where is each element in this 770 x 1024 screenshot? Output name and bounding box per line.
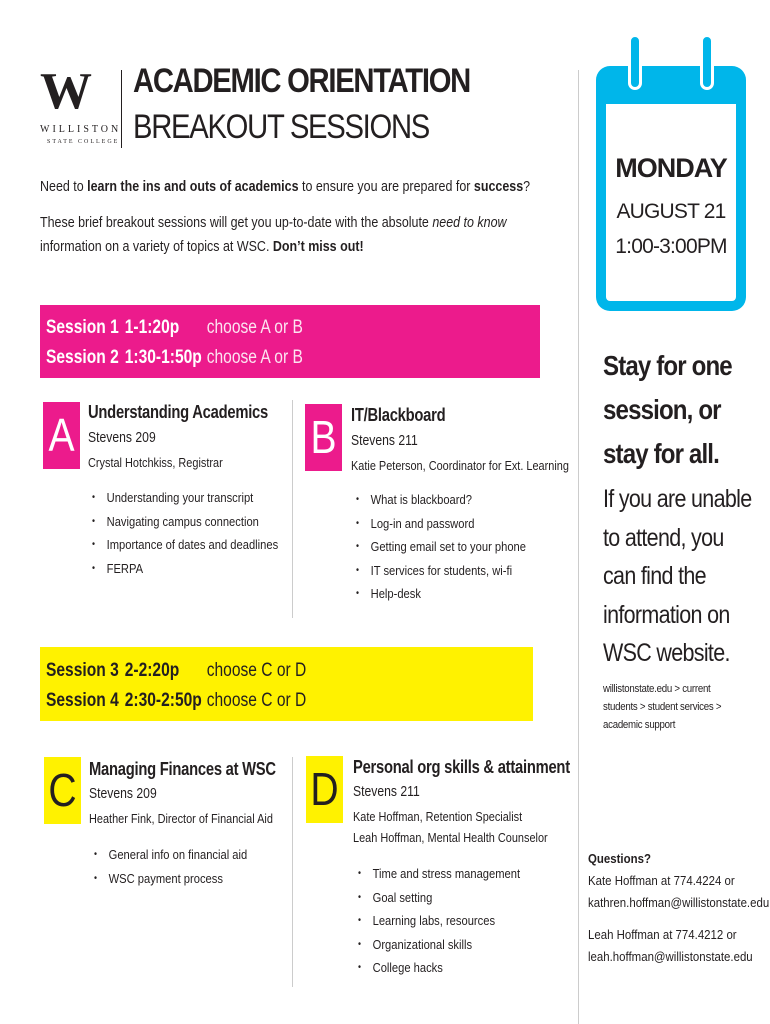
list-item: • Goal setting	[358, 886, 520, 910]
list-item: • IT services for students, wi-fi	[356, 559, 526, 583]
card-d-presenters: Kate Hoffman, Retention Specialist Leah Hoffman, Mental Health Counselor	[353, 809, 548, 845]
card-a-room: Stevens 209	[88, 430, 156, 446]
session-row: Session 3 2-2:20p choose C or D	[46, 660, 307, 681]
card-a-topics	[92, 486, 308, 580]
card-a-letter: A	[48, 409, 75, 461]
calendar-ring-icon	[700, 34, 714, 90]
page-subtitle: BREAKOUT SESSIONS	[133, 108, 430, 146]
list-item: • Time and stress management	[358, 862, 520, 886]
contact-email-link[interactable]: kathren.hoffman@willistonstate.edu	[588, 895, 770, 910]
card-c-room: Stevens 209	[89, 786, 157, 802]
card-b-title: IT/Blackboard	[351, 405, 446, 425]
card-c-title: Managing Finances at WSC	[89, 759, 276, 779]
card-d-title: Personal org skills & attainment	[353, 757, 570, 777]
calendar-time: 1:00-3:00PM	[615, 235, 727, 258]
list-item: • Getting email set to your phone	[356, 535, 526, 559]
list-item: • College hacks	[358, 956, 520, 980]
card-a-letter-box	[43, 402, 80, 469]
card-b-letter-box	[305, 404, 342, 471]
card-c-letter: C	[48, 764, 77, 816]
card-divider	[292, 757, 293, 987]
intro-paragraph-1: Need to learn the ins and outs of academics to ensure you are prepared for success?	[40, 179, 531, 195]
list-item: • Importance of dates and deadlines	[92, 533, 278, 557]
card-b-letter: B	[310, 411, 337, 463]
card-b-topics	[356, 488, 554, 606]
list-item: • What is blackboard?	[356, 488, 526, 512]
calendar-icon	[596, 66, 746, 311]
logo-subtitle: STATE COLLEGE	[47, 139, 120, 145]
list-item: • Learning labs, resources	[358, 909, 520, 933]
card-d-room: Stevens 211	[353, 784, 420, 800]
column-divider	[578, 70, 579, 1024]
card-d-letter-box	[306, 756, 343, 823]
questions-heading: Questions?	[588, 851, 651, 866]
card-a-presenter: Crystal Hotchkiss, Registrar	[88, 455, 223, 470]
contact-email-link[interactable]: leah.hoffman@willistonstate.edu	[588, 949, 753, 964]
list-item: • Navigating campus connection	[92, 510, 278, 534]
list-item: • Log-in and password	[356, 512, 526, 536]
session-row: Session 2 1:30-1:50p choose A or B	[46, 347, 303, 368]
stay-message: Stay for one session, or stay for all.	[603, 350, 732, 469]
calendar-date: AUGUST 21	[616, 200, 726, 223]
card-c-letter-box	[44, 757, 81, 824]
list-item: • Understanding your transcript	[92, 486, 278, 510]
card-c-presenter: Heather Fink, Director of Financial Aid	[89, 811, 273, 826]
card-d-letter: D	[310, 763, 339, 815]
card-b-room: Stevens 211	[351, 433, 418, 449]
list-item: • FERPA	[92, 557, 278, 581]
list-item: • WSC payment process	[94, 867, 247, 891]
list-item: • Organizational skills	[358, 933, 520, 957]
session-bar-top	[40, 305, 540, 378]
card-b-presenter: Katie Peterson, Coordinator for Ext. Learning	[351, 458, 569, 473]
card-divider	[292, 400, 293, 618]
calendar-ring-icon	[628, 34, 642, 90]
card-d-topics	[358, 862, 546, 980]
page-title: ACADEMIC ORIENTATION	[133, 62, 470, 100]
session-bar-bottom	[40, 647, 533, 721]
session-row: Session 1 1-1:20p choose A or B	[46, 317, 303, 338]
logo-name: WILLISTON	[40, 124, 122, 135]
contact-info: Questions? Kate Hoffman at 774.4224 or kathren.hoffman@willistonstate.edu Leah Hoffman at 774.4212 or leah.hoffman@willistonstate.edu	[588, 848, 769, 968]
header-divider	[121, 70, 122, 148]
calendar-day: MONDAY	[615, 153, 727, 183]
unable-message: If you are unable to attend, you can find the information on WSC website.	[603, 485, 752, 667]
session-row: Session 4 2:30-2:50p choose C or D	[46, 690, 307, 711]
list-item: • Help-desk	[356, 582, 526, 606]
website-path: willistonstate.edu > current students > student services > academic support	[603, 683, 722, 731]
intro-paragraph-2: These brief breakout sessions will get you up-to-date with the absolute need to know information on a variety of topics at WSC. Don’t miss out!	[40, 215, 507, 255]
list-item: • General info on financial aid	[94, 843, 247, 867]
card-c-topics	[94, 843, 272, 890]
logo-mark: W	[40, 63, 86, 120]
card-a-title: Understanding Academics	[88, 402, 268, 422]
